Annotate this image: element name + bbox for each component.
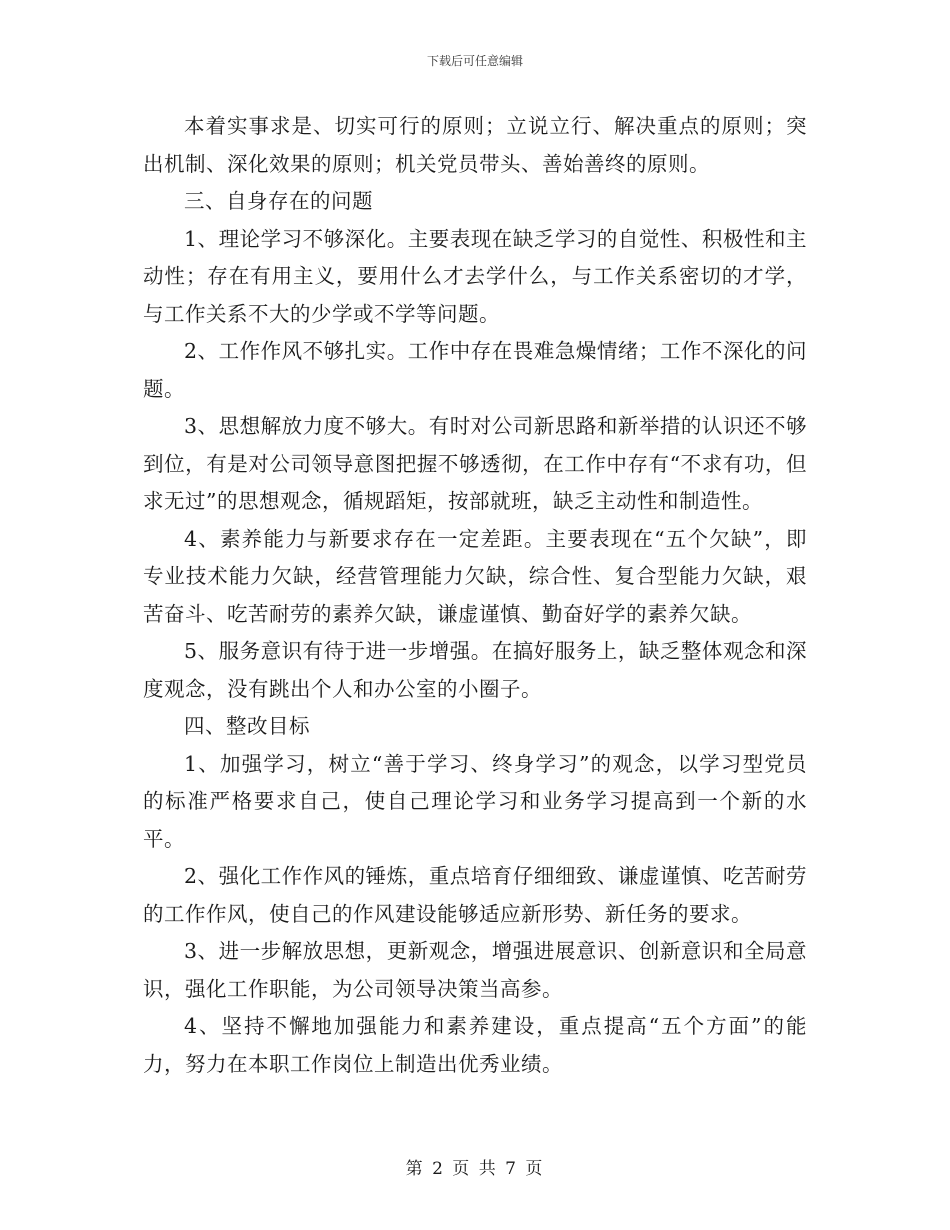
paragraph-goal-4: 4、坚持不懈地加强能力和素养建设，重点提高“五个方面”的能力，努力在本职工作岗位上制造出优秀业绩。 xyxy=(143,1014,807,1076)
paragraph-goal-2: 2、强化工作作风的锤炼，重点培育仔细细致、谦虚谨慎、吃苦耐劳的工作作风，使自己的作风建设能够适应新形势、新任务的要求。 xyxy=(143,864,807,926)
paragraph-problem-2: 2、工作作风不够扎实。工作中存在畏难急燥情绪；工作不深化的问题。 xyxy=(143,339,807,401)
paragraph-principles: 本着实事求是、切实可行的原则；立说立行、解决重点的原则；突出机制、深化效果的原则；机关党员带头、善始善终的原则。 xyxy=(143,114,807,176)
paragraph-problem-4: 4、素养能力与新要求存在一定差距。主要表现在“五个欠缺”，即专业技术能力欠缺，经营管理能力欠缺，综合性、复合型能力欠缺，艰苦奋斗、吃苦耐劳的素养欠缺，谦虚谨慎、勤奋好学的素养欠缺。 xyxy=(143,526,807,626)
section-heading-goals: 四、整改目标 xyxy=(184,714,310,738)
paragraph-goal-1: 1、加强学习，树立“善于学习、终身学习”的观念，以学习型党员的标准严格要求自己，使自己理论学习和业务学习提高到一个新的水平。 xyxy=(143,751,807,851)
paragraph-goal-3: 3、进一步解放思想，更新观念，增强进展意识、创新意识和全局意识，强化工作职能，为公司领导决策当高参。 xyxy=(143,939,807,1001)
paragraph-problem-3: 3、思想解放力度不够大。有时对公司新思路和新举措的认识还不够到位，有是对公司领导意图把握不够透彻，在工作中存有“不求有功，但求无过”的思想观念，循规蹈矩，按部就班，缺乏主动性和制造性。 xyxy=(143,414,807,513)
section-heading-problems: 三、自身存在的问题 xyxy=(184,189,373,213)
paragraph-problem-1: 1、理论学习不够深化。主要表现在缺乏学习的自觉性、积极性和主动性；存在有用主义，要用什么才去学什么，与工作关系密切的才学，与工作关系不大的少学或不学等问题。 xyxy=(143,226,807,326)
page-header-note: 下载后可任意编辑 xyxy=(426,54,523,68)
paragraph-problem-5: 5、服务意识有待于进一步增强。在搞好服务上，缺乏整体观念和深度观念，没有跳出个人和办公室的小圈子。 xyxy=(143,639,807,701)
document-body xyxy=(143,108,807,1083)
page-number: 第 2 页 共 7 页 xyxy=(405,1159,545,1179)
